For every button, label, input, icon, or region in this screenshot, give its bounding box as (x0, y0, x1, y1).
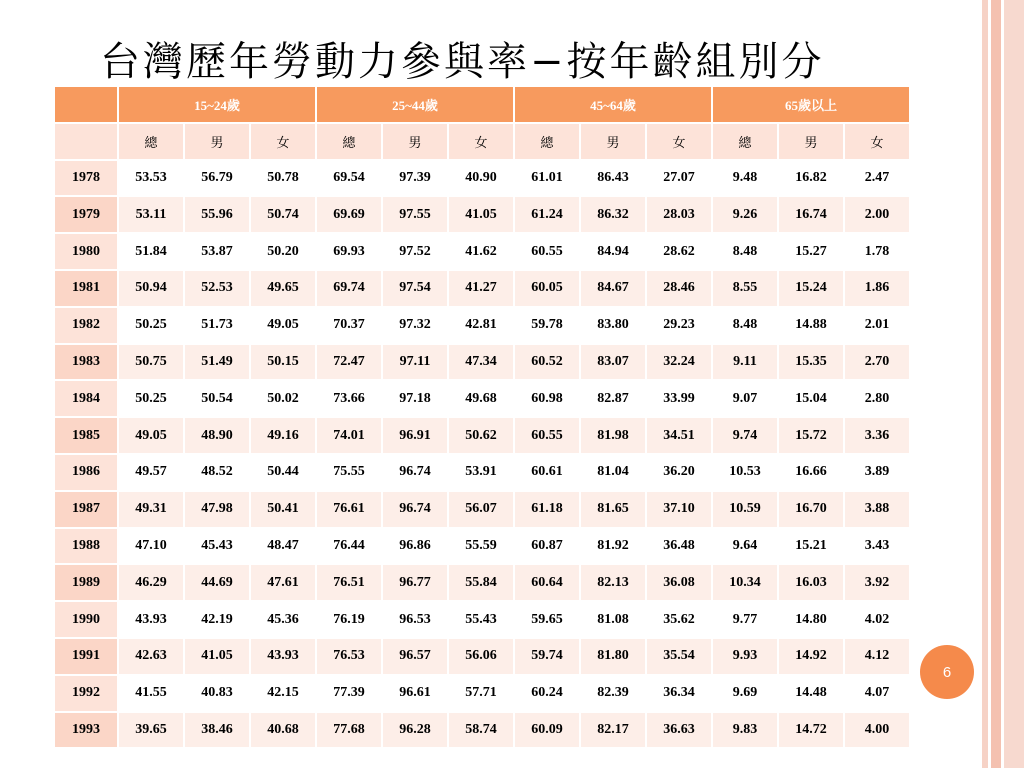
year-cell: 1981 (54, 270, 118, 307)
year-cell: 1991 (54, 638, 118, 675)
rate-cell: 37.10 (646, 491, 712, 528)
table-row (54, 344, 910, 381)
year-cell: 1982 (54, 307, 118, 344)
rate-cell: 50.78 (250, 160, 316, 197)
rate-cell: 76.61 (316, 491, 382, 528)
rate-cell: 4.02 (844, 601, 910, 638)
rate-cell: 29.23 (646, 307, 712, 344)
page-number-badge: 6 (920, 645, 974, 699)
rate-cell: 42.63 (118, 638, 184, 675)
rate-cell: 8.48 (712, 307, 778, 344)
rate-cell: 53.11 (118, 196, 184, 233)
rate-cell: 36.63 (646, 712, 712, 749)
rate-cell: 50.41 (250, 491, 316, 528)
table-row (54, 196, 910, 233)
rate-cell: 16.03 (778, 564, 844, 601)
year-cell: 1986 (54, 454, 118, 491)
rate-cell: 41.05 (184, 638, 250, 675)
rate-cell: 81.92 (580, 528, 646, 565)
rate-cell: 60.61 (514, 454, 580, 491)
rate-cell: 81.04 (580, 454, 646, 491)
rate-cell: 49.05 (250, 307, 316, 344)
rate-cell: 51.84 (118, 233, 184, 270)
rate-cell: 9.74 (712, 417, 778, 454)
rate-cell: 53.91 (448, 454, 514, 491)
rate-cell: 32.24 (646, 344, 712, 381)
rate-cell: 50.15 (250, 344, 316, 381)
rate-cell: 81.80 (580, 638, 646, 675)
rate-cell: 60.24 (514, 675, 580, 712)
rate-cell: 97.55 (382, 196, 448, 233)
rate-cell: 16.74 (778, 196, 844, 233)
rate-cell: 41.05 (448, 196, 514, 233)
rate-cell: 76.51 (316, 564, 382, 601)
year-cell: 1978 (54, 160, 118, 197)
age-group-header: 65歲以上 (712, 86, 910, 123)
rate-cell: 75.55 (316, 454, 382, 491)
gender-header-cell: 女 (844, 123, 910, 160)
table-row (54, 601, 910, 638)
rate-cell: 14.88 (778, 307, 844, 344)
table-row (54, 491, 910, 528)
rate-cell: 35.62 (646, 601, 712, 638)
table-row (54, 380, 910, 417)
rate-cell: 49.16 (250, 417, 316, 454)
table-body (54, 160, 910, 749)
rate-cell: 47.98 (184, 491, 250, 528)
corner-cell (54, 123, 118, 160)
year-cell: 1980 (54, 233, 118, 270)
rate-cell: 36.20 (646, 454, 712, 491)
rate-cell: 36.34 (646, 675, 712, 712)
rate-cell: 3.89 (844, 454, 910, 491)
rate-cell: 4.00 (844, 712, 910, 749)
age-group-header: 25~44歲 (316, 86, 514, 123)
rate-cell: 55.84 (448, 564, 514, 601)
gender-header-cell: 男 (382, 123, 448, 160)
rate-cell: 60.05 (514, 270, 580, 307)
rate-cell: 55.59 (448, 528, 514, 565)
rate-cell: 9.11 (712, 344, 778, 381)
rate-cell: 3.43 (844, 528, 910, 565)
table-row (54, 233, 910, 270)
rate-cell: 15.72 (778, 417, 844, 454)
rate-cell: 48.90 (184, 417, 250, 454)
rate-cell: 40.68 (250, 712, 316, 749)
rate-cell: 9.26 (712, 196, 778, 233)
rate-cell: 3.92 (844, 564, 910, 601)
rate-cell: 69.54 (316, 160, 382, 197)
rate-cell: 50.75 (118, 344, 184, 381)
table-row (54, 417, 910, 454)
rate-cell: 41.62 (448, 233, 514, 270)
rate-cell: 49.65 (250, 270, 316, 307)
rate-cell: 2.00 (844, 196, 910, 233)
rate-cell: 84.94 (580, 233, 646, 270)
rate-cell: 86.43 (580, 160, 646, 197)
rate-cell: 9.83 (712, 712, 778, 749)
rate-cell: 60.55 (514, 417, 580, 454)
rate-cell: 77.68 (316, 712, 382, 749)
labor-participation-table (53, 85, 911, 749)
year-cell: 1993 (54, 712, 118, 749)
rate-cell: 82.87 (580, 380, 646, 417)
table-row (54, 270, 910, 307)
rate-cell: 14.48 (778, 675, 844, 712)
rate-cell: 50.02 (250, 380, 316, 417)
year-cell: 1989 (54, 564, 118, 601)
rate-cell: 47.10 (118, 528, 184, 565)
rate-cell: 70.37 (316, 307, 382, 344)
rate-cell: 76.44 (316, 528, 382, 565)
gender-header-cell: 女 (448, 123, 514, 160)
rate-cell: 97.54 (382, 270, 448, 307)
rate-cell: 60.52 (514, 344, 580, 381)
rate-cell: 82.17 (580, 712, 646, 749)
rate-cell: 14.92 (778, 638, 844, 675)
age-group-header-row (54, 86, 910, 123)
year-cell: 1988 (54, 528, 118, 565)
age-group-header: 45~64歲 (514, 86, 712, 123)
rate-cell: 59.78 (514, 307, 580, 344)
rate-cell: 9.07 (712, 380, 778, 417)
gender-header-row (54, 123, 910, 160)
rate-cell: 51.73 (184, 307, 250, 344)
rate-cell: 44.69 (184, 564, 250, 601)
rate-cell: 61.01 (514, 160, 580, 197)
rate-cell: 53.53 (118, 160, 184, 197)
year-cell: 1992 (54, 675, 118, 712)
slide-title: 台灣歷年勞動力參與率−按年齡組別分 (100, 39, 825, 85)
rate-cell: 50.54 (184, 380, 250, 417)
table-row (54, 638, 910, 675)
rate-cell: 96.57 (382, 638, 448, 675)
rate-cell: 97.11 (382, 344, 448, 381)
age-group-header: 15~24歲 (118, 86, 316, 123)
rate-cell: 43.93 (250, 638, 316, 675)
rate-cell: 69.74 (316, 270, 382, 307)
rate-cell: 9.93 (712, 638, 778, 675)
rate-cell: 86.32 (580, 196, 646, 233)
rate-cell: 38.46 (184, 712, 250, 749)
rate-cell: 61.24 (514, 196, 580, 233)
rate-cell: 43.93 (118, 601, 184, 638)
rate-cell: 69.93 (316, 233, 382, 270)
table-row (54, 307, 910, 344)
rate-cell: 60.64 (514, 564, 580, 601)
rate-cell: 47.34 (448, 344, 514, 381)
rate-cell: 52.53 (184, 270, 250, 307)
rate-cell: 96.91 (382, 417, 448, 454)
gender-header-cell: 男 (580, 123, 646, 160)
rate-cell: 42.81 (448, 307, 514, 344)
rate-cell: 97.32 (382, 307, 448, 344)
rate-cell: 10.34 (712, 564, 778, 601)
rate-cell: 45.36 (250, 601, 316, 638)
rate-cell: 33.99 (646, 380, 712, 417)
rate-cell: 47.61 (250, 564, 316, 601)
rate-cell: 8.55 (712, 270, 778, 307)
rate-cell: 81.65 (580, 491, 646, 528)
rate-cell: 10.53 (712, 454, 778, 491)
rate-cell: 48.52 (184, 454, 250, 491)
rate-cell: 50.94 (118, 270, 184, 307)
rate-cell: 50.25 (118, 307, 184, 344)
year-cell: 1987 (54, 491, 118, 528)
rate-cell: 56.79 (184, 160, 250, 197)
rate-cell: 41.55 (118, 675, 184, 712)
rate-cell: 97.39 (382, 160, 448, 197)
rate-cell: 82.13 (580, 564, 646, 601)
rate-cell: 9.77 (712, 601, 778, 638)
rate-cell: 27.07 (646, 160, 712, 197)
rate-cell: 49.68 (448, 380, 514, 417)
rate-cell: 15.35 (778, 344, 844, 381)
rate-cell: 39.65 (118, 712, 184, 749)
rate-cell: 96.86 (382, 528, 448, 565)
year-cell: 1984 (54, 380, 118, 417)
rate-cell: 45.43 (184, 528, 250, 565)
rate-cell: 41.27 (448, 270, 514, 307)
rate-cell: 9.69 (712, 675, 778, 712)
rate-cell: 96.74 (382, 454, 448, 491)
table-row (54, 454, 910, 491)
rate-cell: 40.90 (448, 160, 514, 197)
rate-cell: 53.87 (184, 233, 250, 270)
rate-cell: 3.88 (844, 491, 910, 528)
gender-header-cell: 女 (646, 123, 712, 160)
rate-cell: 42.19 (184, 601, 250, 638)
rate-cell: 50.74 (250, 196, 316, 233)
year-cell: 1990 (54, 601, 118, 638)
rate-cell: 49.31 (118, 491, 184, 528)
rate-cell: 83.80 (580, 307, 646, 344)
rate-cell: 77.39 (316, 675, 382, 712)
rate-cell: 10.59 (712, 491, 778, 528)
rate-cell: 3.36 (844, 417, 910, 454)
rate-cell: 97.52 (382, 233, 448, 270)
rate-cell: 46.29 (118, 564, 184, 601)
gender-header-cell: 女 (250, 123, 316, 160)
rate-cell: 74.01 (316, 417, 382, 454)
table-row (54, 712, 910, 749)
rate-cell: 36.08 (646, 564, 712, 601)
rate-cell: 15.27 (778, 233, 844, 270)
rate-cell: 61.18 (514, 491, 580, 528)
rate-cell: 60.55 (514, 233, 580, 270)
year-cell: 1983 (54, 344, 118, 381)
rate-cell: 49.57 (118, 454, 184, 491)
rate-cell: 76.53 (316, 638, 382, 675)
rate-cell: 69.69 (316, 196, 382, 233)
gender-header-cell: 總 (514, 123, 580, 160)
rate-cell: 34.51 (646, 417, 712, 454)
rate-cell: 15.21 (778, 528, 844, 565)
rate-cell: 16.70 (778, 491, 844, 528)
gender-header-cell: 總 (712, 123, 778, 160)
rate-cell: 28.62 (646, 233, 712, 270)
gender-header-cell: 男 (184, 123, 250, 160)
rate-cell: 55.96 (184, 196, 250, 233)
rate-cell: 84.67 (580, 270, 646, 307)
rate-cell: 35.54 (646, 638, 712, 675)
rate-cell: 60.98 (514, 380, 580, 417)
rate-cell: 97.18 (382, 380, 448, 417)
year-cell: 1985 (54, 417, 118, 454)
gender-header-cell: 總 (118, 123, 184, 160)
rate-cell: 83.07 (580, 344, 646, 381)
rate-cell: 2.47 (844, 160, 910, 197)
rate-cell: 51.49 (184, 344, 250, 381)
rate-cell: 15.24 (778, 270, 844, 307)
rate-cell: 59.65 (514, 601, 580, 638)
rate-cell: 2.70 (844, 344, 910, 381)
gender-header-cell: 男 (778, 123, 844, 160)
corner-cell (54, 86, 118, 123)
rate-cell: 4.12 (844, 638, 910, 675)
rate-cell: 81.98 (580, 417, 646, 454)
rate-cell: 50.44 (250, 454, 316, 491)
decorative-side-stripes (982, 0, 1024, 768)
rate-cell: 73.66 (316, 380, 382, 417)
rate-cell: 96.77 (382, 564, 448, 601)
table-row (54, 528, 910, 565)
rate-cell: 60.87 (514, 528, 580, 565)
rate-cell: 56.06 (448, 638, 514, 675)
rate-cell: 1.86 (844, 270, 910, 307)
year-cell: 1979 (54, 196, 118, 233)
rate-cell: 57.71 (448, 675, 514, 712)
rate-cell: 48.47 (250, 528, 316, 565)
rate-cell: 81.08 (580, 601, 646, 638)
rate-cell: 36.48 (646, 528, 712, 565)
rate-cell: 72.47 (316, 344, 382, 381)
rate-cell: 50.62 (448, 417, 514, 454)
rate-cell: 14.72 (778, 712, 844, 749)
rate-cell: 9.64 (712, 528, 778, 565)
rate-cell: 15.04 (778, 380, 844, 417)
rate-cell: 96.53 (382, 601, 448, 638)
rate-cell: 28.03 (646, 196, 712, 233)
rate-cell: 55.43 (448, 601, 514, 638)
rate-cell: 50.20 (250, 233, 316, 270)
rate-cell: 8.48 (712, 233, 778, 270)
rate-cell: 28.46 (646, 270, 712, 307)
rate-cell: 16.82 (778, 160, 844, 197)
rate-cell: 1.78 (844, 233, 910, 270)
rate-cell: 96.61 (382, 675, 448, 712)
rate-cell: 14.80 (778, 601, 844, 638)
rate-cell: 59.74 (514, 638, 580, 675)
rate-cell: 96.28 (382, 712, 448, 749)
rate-cell: 50.25 (118, 380, 184, 417)
rate-cell: 82.39 (580, 675, 646, 712)
rate-cell: 60.09 (514, 712, 580, 749)
rate-cell: 76.19 (316, 601, 382, 638)
rate-cell: 56.07 (448, 491, 514, 528)
rate-cell: 40.83 (184, 675, 250, 712)
rate-cell: 16.66 (778, 454, 844, 491)
gender-header-cell: 總 (316, 123, 382, 160)
table-row (54, 564, 910, 601)
rate-cell: 9.48 (712, 160, 778, 197)
rate-cell: 49.05 (118, 417, 184, 454)
rate-cell: 4.07 (844, 675, 910, 712)
table-row (54, 160, 910, 197)
rate-cell: 42.15 (250, 675, 316, 712)
rate-cell: 96.74 (382, 491, 448, 528)
rate-cell: 58.74 (448, 712, 514, 749)
rate-cell: 2.01 (844, 307, 910, 344)
rate-cell: 2.80 (844, 380, 910, 417)
table-row (54, 675, 910, 712)
